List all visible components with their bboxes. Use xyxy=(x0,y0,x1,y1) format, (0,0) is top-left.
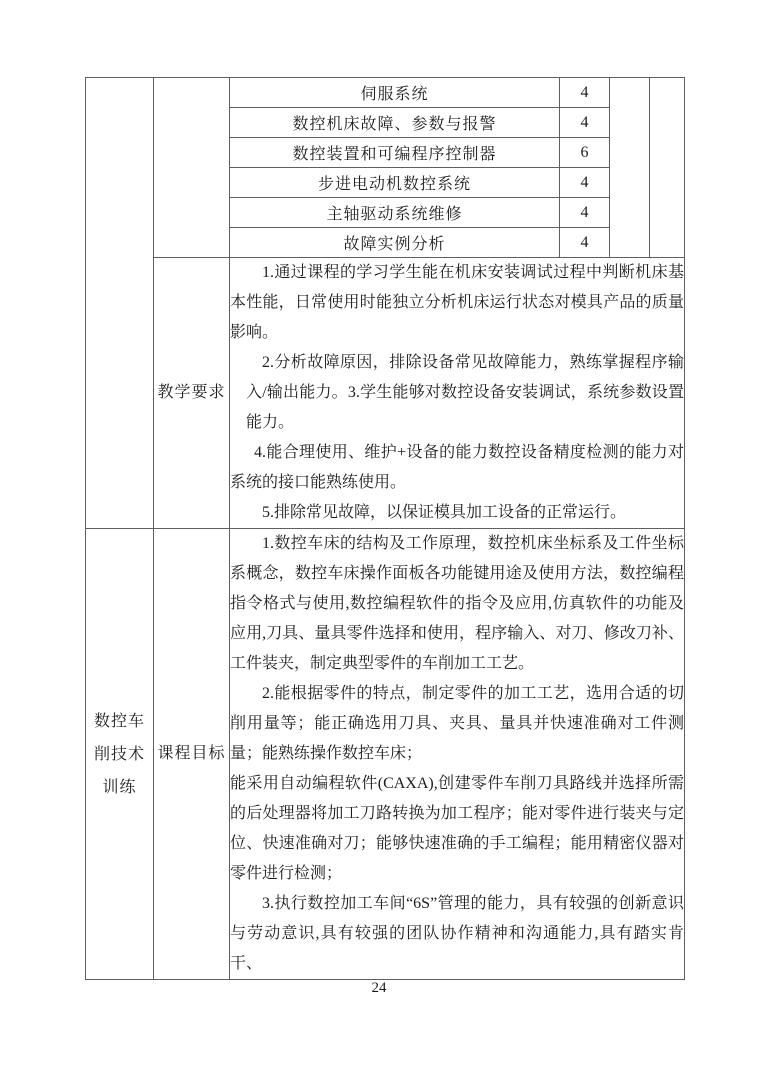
topic-cell: 伺服系统 xyxy=(230,78,560,108)
topic-cell: 步进电动机数控系统 xyxy=(230,168,560,198)
hours-cell: 4 xyxy=(560,228,610,258)
objectives-paragraph: 1.数控车床的结构及工作原理，数控机床坐标系及工件坐标系概念，数控车床操作面板各功能键用途及使用方法，数控编程指令格式与使用,数控编程软件的指令及应用,仿真软件的功能及应用,刀具、量具零件选择和使用，程序输入、对刀、修改刀补、工件装夹，制定典型零件的车削加工工艺。 xyxy=(230,535,684,672)
requirements-text-cell xyxy=(230,258,685,529)
hours-cell: 6 xyxy=(560,138,610,168)
objectives-text-cell xyxy=(230,529,685,980)
row-label-cell: 课程目标 xyxy=(154,529,230,980)
requirements-paragraph: 5.排除常见故障，以保证模具加工设备的正常运行。 xyxy=(262,504,627,521)
hours-cell: 4 xyxy=(560,108,610,138)
hours-cell: 4 xyxy=(560,198,610,228)
empty-cell xyxy=(650,78,685,258)
hours-cell: 4 xyxy=(560,78,610,108)
objectives-paragraph: 2.能根据零件的特点，制定零件的加工工艺，选用合适的切削用量等；能正确选用刀具、夹具、量具并快速准确对工件测量；能熟练操作数控车床； xyxy=(230,685,684,762)
course-name-empty-cell xyxy=(86,78,154,529)
course-name-cell: 数控车削技术训练 xyxy=(86,529,154,980)
course-objectives-row xyxy=(86,529,685,980)
requirements-paragraph: 1.通过课程的学习学生能在机床安装调试过程中判断机床基本性能，日常使用时能独立分析机床运行状态对模具产品的质量影响。 xyxy=(230,264,684,341)
table-row xyxy=(86,78,685,108)
topic-cell: 数控机床故障、参数与报警 xyxy=(230,108,560,138)
topic-cell: 故障实例分析 xyxy=(230,228,560,258)
curriculum-table xyxy=(85,77,685,980)
topic-cell: 主轴驱动系统维修 xyxy=(230,198,560,228)
row-label-empty-cell xyxy=(154,78,230,258)
teaching-requirements-row xyxy=(86,258,685,529)
requirements-paragraph: 2.分析故障原因，排除设备常见故障能力，熟练掌握程序输入/输出能力。3.学生能够对数控设备安装调试，系统参数设置能力。 xyxy=(246,354,684,431)
empty-cell xyxy=(610,78,650,258)
topic-cell: 数控装置和可编程序控制器 xyxy=(230,138,560,168)
row-label-cell: 教学要求 xyxy=(154,258,230,529)
objectives-paragraph: 能采用自动编程软件(CAXA),创建零件车削刀具路线并选择所需的后处理器将加工刀路转换为加工程序；能对零件进行装夹与定位、快速准确对刀；能够快速准确的手工编程；能用精密仪器对零件进行检测； xyxy=(230,775,684,882)
page-number: 24 xyxy=(371,980,387,996)
hours-cell: 4 xyxy=(560,168,610,198)
objectives-paragraph: 3.执行数控加工车间“6S”管理的能力，具有较强的创新意识与劳动意识,具有较强的团队协作精神和沟通能力,具有踏实肯干、 xyxy=(230,895,684,972)
requirements-paragraph: 4.能合理使用、维护+设备的能力数控设备精度检测的能力对系统的接口能熟练使用。 xyxy=(230,444,684,491)
